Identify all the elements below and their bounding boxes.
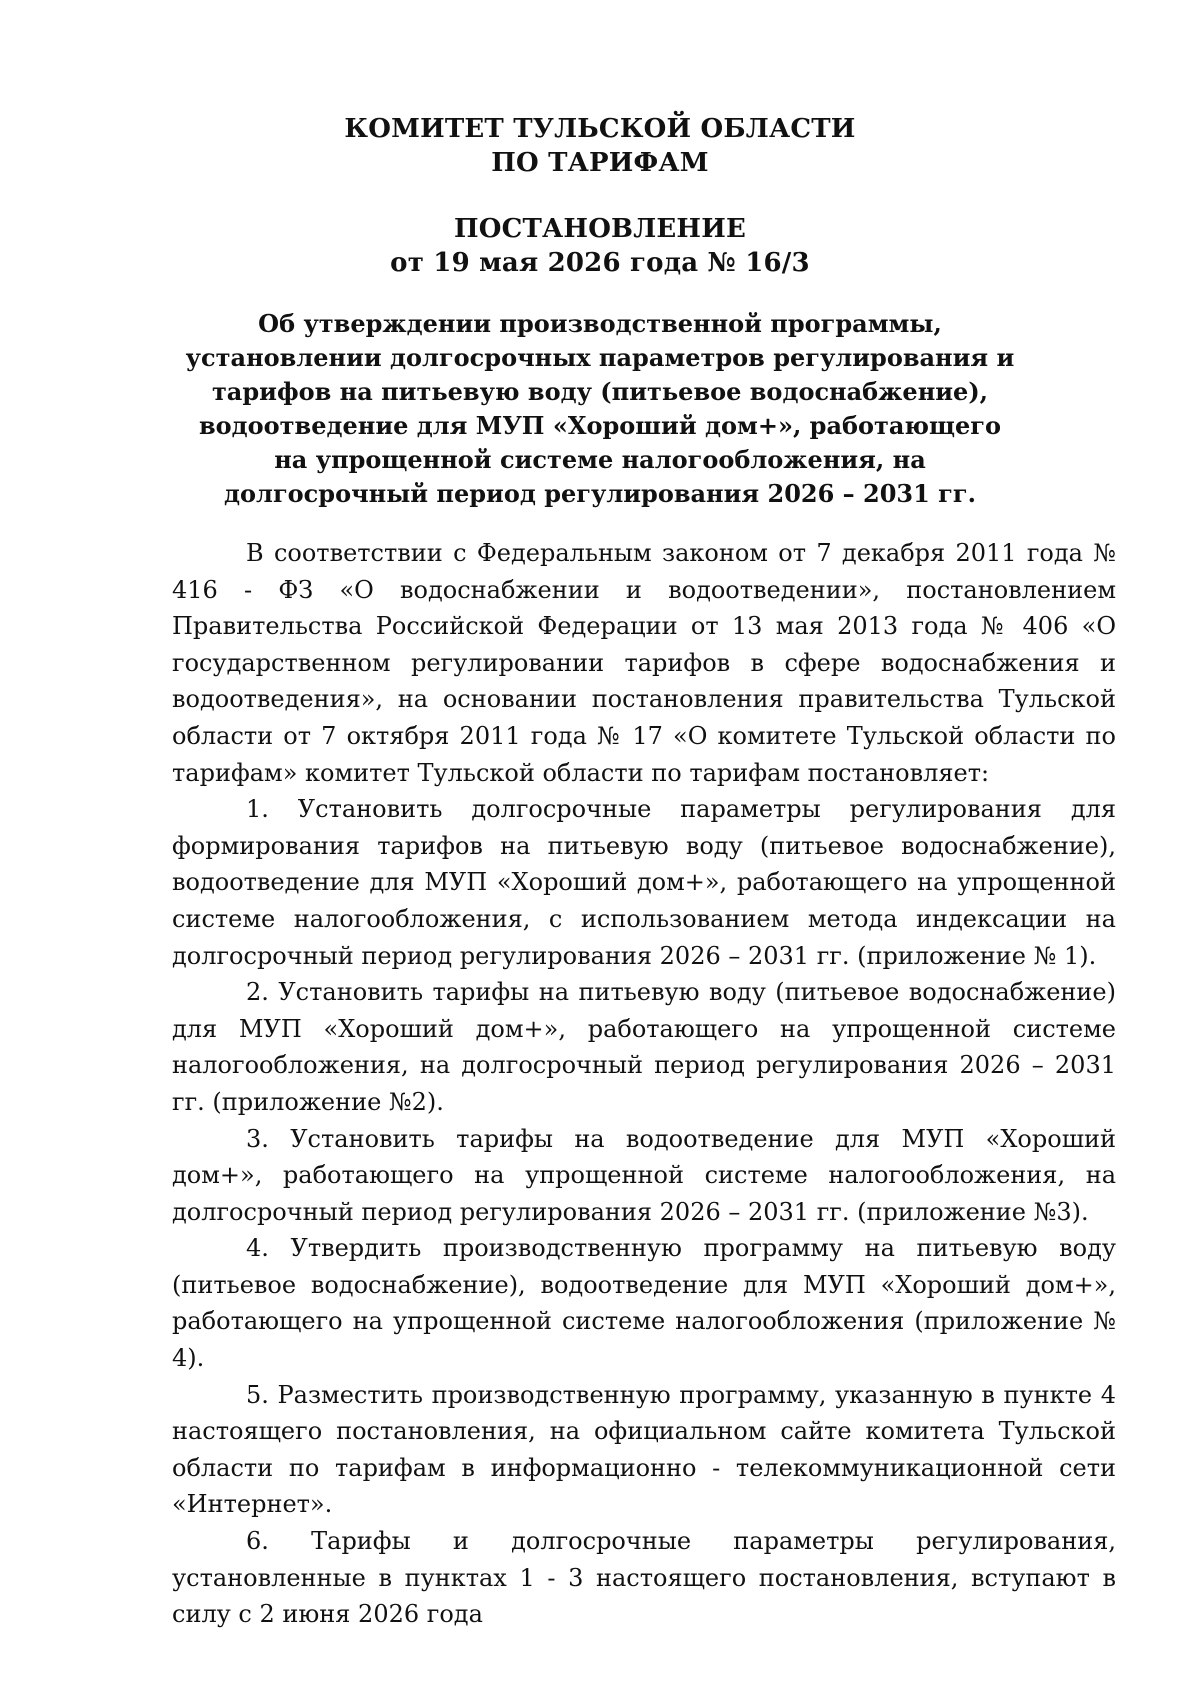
item-1-paragraph: 1. Установить долгосрочные параметры регулирования для формирования тарифов на питьевую воду (питьевое водоснабжение), водоотведение для МУП «Хороший дом+», работающего на упрощенной системе налогообложения, с использованием метода индексации на долгосрочный период регулирования 2026 – 2031 гг. (приложение № 1). (172, 795, 1116, 970)
decree-type: ПОСТАНОВЛЕНИЕ (454, 214, 746, 244)
item-5-paragraph: 5. Разместить производственную программу, указанную в пункте 4 настоящего постановления, на официальном сайте комитета Тульской области по тарифам в информационно - телекоммуникационной сети «Интернет». (172, 1380, 1116, 1519)
item-3-paragraph: 3. Установить тарифы на водоотведение для МУП «Хороший дом+», работающего на упрощенной системе налогообложения, на долгосрочный период регулирования 2026 – 2031 гг. (приложение №3). (172, 1124, 1116, 1226)
item-4-paragraph: 4. Утвердить производственную программу на питьевую воду (питьевое водоснабжение), водоотведение для МУП «Хороший дом+», работающего на упрощенной системе налогообложения (приложение № 4). (172, 1234, 1116, 1373)
decree-date-number: от 19 мая 2026 года № 16/3 (390, 248, 810, 278)
decree-subject: Об утверждении производственной программы, установлении долгосрочных параметров регулирования и тарифов на питьевую воду (питьевое водоснабжение), водоотведение для МУП «Хороший дом+», работающего на упрощенной системе налогообложения, на долгосрочный период регулирования 2026 – 2031 гг. (185, 309, 1015, 508)
agency-header (0, 112, 1200, 180)
item-2-paragraph: 2. Установить тарифы на питьевую воду (питьевое водоснабжение) для МУП «Хороший дом+», работающего на упрощенной системе налогообложения, на долгосрочный период регулирования 2026 – 2031 гг. (приложение №2). (172, 978, 1116, 1116)
item-6-paragraph: 6. Тарифы и долгосрочные параметры регулирования, установленные в пунктах 1 - 3 настоящего постановления, вступают в силу с 2 июня 2026 года (172, 1527, 1116, 1629)
agency-name-line1: КОМИТЕТ ТУЛЬСКОЙ ОБЛАСТИ (344, 114, 856, 144)
preamble-paragraph: В соответствии с Федеральным законом от 7 декабря 2011 года № 416 - ФЗ «О водоснабжении и водоотведении», постановлением Правительства Российской Федерации от 13 мая 2013 года № 406 «О государственном регулировании тарифов в сфере водоснабжения и водоотведения», на основании постановления правительства Тульской области от 7 октября 2011 года № 17 «О комитете Тульской области по тарифам» комитет Тульской области по тарифам постановляет: (172, 539, 1116, 787)
decree-body (172, 535, 1116, 1633)
decree-header (0, 212, 1200, 280)
agency-name-line2: ПО ТАРИФАМ (491, 148, 709, 178)
